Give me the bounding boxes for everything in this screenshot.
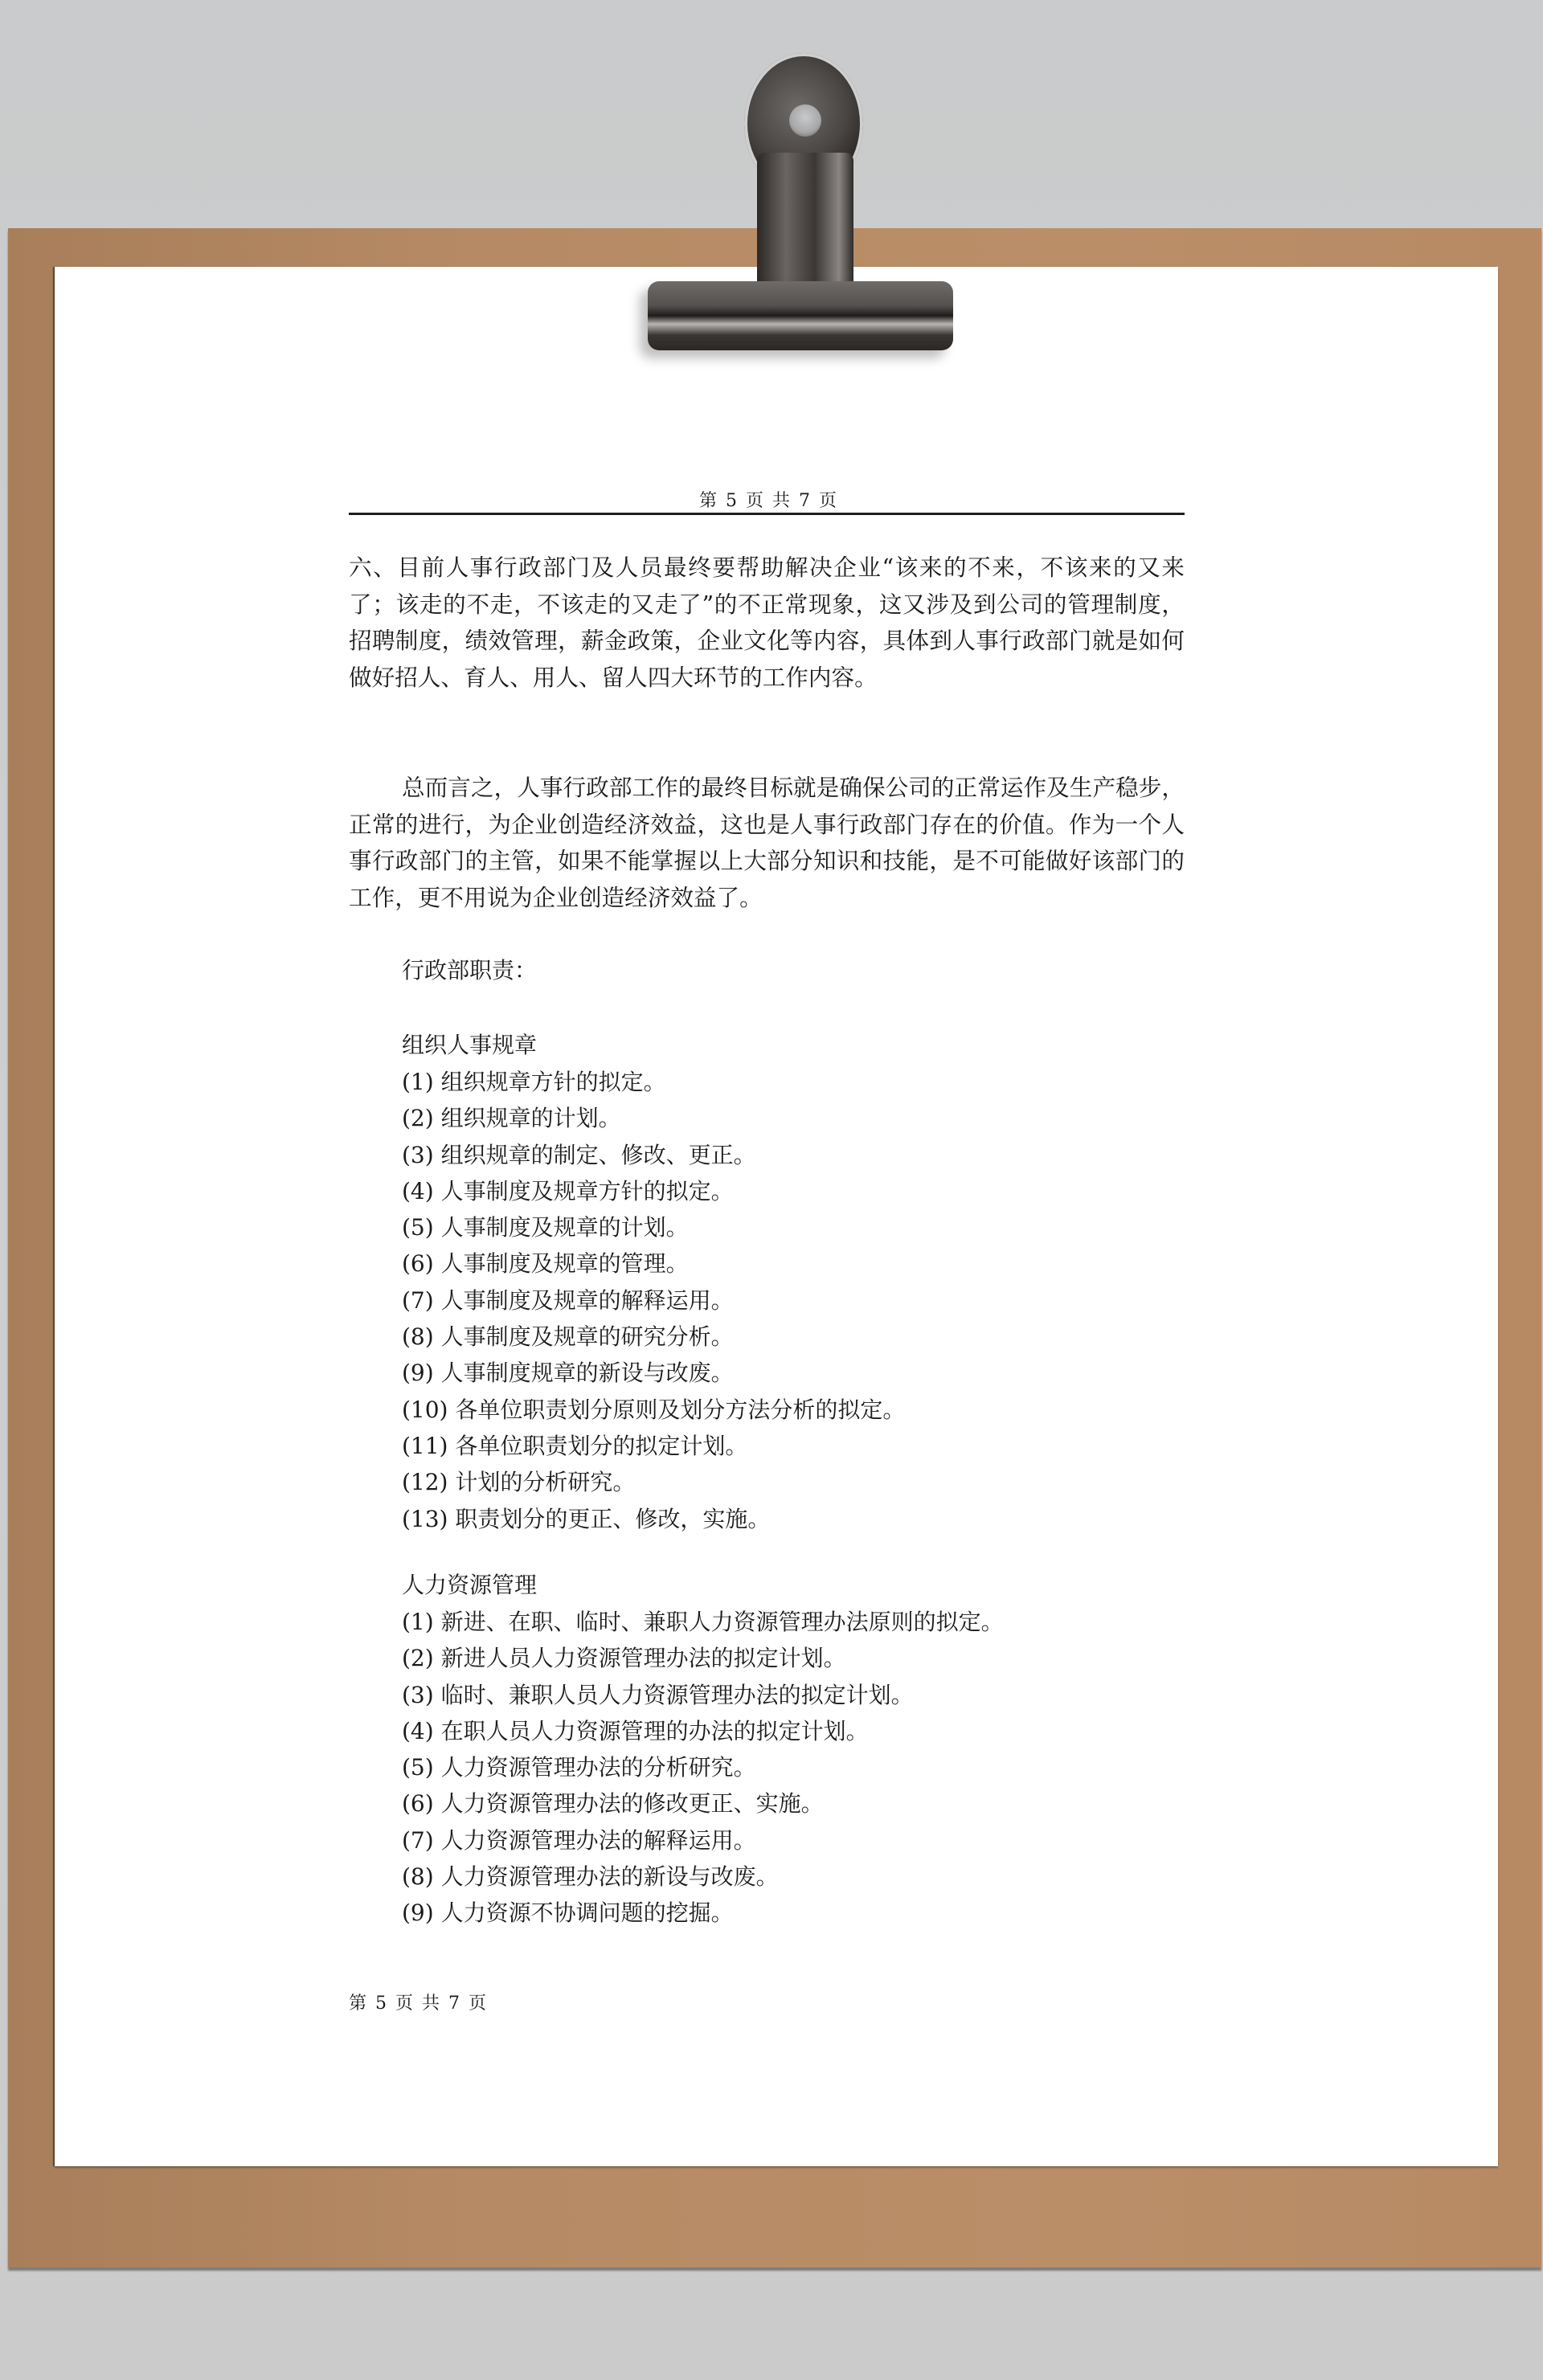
list-item: (10) 各单位职责划分原则及划分方法分析的拟定。 — [402, 1396, 906, 1423]
section-title-org-rules: 组织人事规章 — [402, 1032, 538, 1058]
list-item: (9) 人力资源不协调问题的挖掘。 — [402, 1900, 734, 1927]
list-item: (12) 计划的分析研究。 — [402, 1469, 636, 1496]
list-item: (2) 新进人员人力资源管理办法的拟定计划。 — [402, 1645, 846, 1672]
list-item: (3) 组织规章的制定、修改、更正。 — [402, 1141, 756, 1168]
list-item: (13) 职责划分的更正、修改，实施。 — [402, 1505, 771, 1532]
list-item: (4) 在职人员人力资源管理的办法的拟定计划。 — [402, 1717, 869, 1744]
paragraph-summary: 总而言之，人事行政部工作的最终目标就是确保公司的正常运作及生产稳步，正常的进行，为企业创造经济效益，这也是人事行政部门存在的价值。作为一个人事行政部门的主管，如果不能掌握以上大部分知识和技能，是不可能做好该部门的工作，更不用说为企业创造经济效益了。 — [349, 774, 1185, 911]
list-item: (1) 组织规章方针的拟定。 — [402, 1069, 666, 1095]
hr-management-list — [402, 1604, 1004, 1932]
paragraph-six: 六、目前人事行政部门及人员最终要帮助解决企业“该来的不来，不该来的又来了；该走的不走，不该走的又走了”的不正常现象，这又涉及到公司的管理制度，招聘制度，绩效管理，薪金政策，企业文化等内容，具体到人事行政部门就是如何做好招人、育人、用人、留人四大环节的工作内容。 — [349, 554, 1185, 691]
page-footer: 第 5 页 共 7 页 — [349, 1994, 488, 2014]
org-rules-list — [402, 1064, 905, 1537]
duties-heading: 行政部职责： — [402, 957, 538, 983]
list-item: (3) 临时、兼职人员人力资源管理办法的拟定计划。 — [402, 1681, 914, 1708]
clip-jaw — [648, 281, 953, 350]
list-item: (11) 各单位职责划分的拟定计划。 — [402, 1432, 748, 1459]
list-item: (8) 人事制度及规章的研究分析。 — [402, 1323, 734, 1351]
list-item: (7) 人事制度及规章的解释运用。 — [402, 1286, 734, 1314]
list-item: (6) 人力资源管理办法的修改更正、实施。 — [402, 1790, 824, 1818]
list-item: (8) 人力资源管理办法的新设与改废。 — [402, 1863, 779, 1891]
clip-hole — [789, 104, 821, 137]
list-item: (5) 人力资源管理办法的分析研究。 — [402, 1754, 756, 1781]
list-item: (6) 人事制度及规章的管理。 — [402, 1250, 689, 1278]
page-header: 第 5 页 共 7 页 — [699, 491, 838, 511]
list-item: (7) 人力资源管理办法的解释运用。 — [402, 1826, 756, 1854]
list-item: (9) 人事制度规章的新设与改废。 — [402, 1360, 734, 1387]
section-title-hr-management: 人力资源管理 — [402, 1572, 538, 1598]
list-item: (1) 新进、在职、临时、兼职人力资源管理办法原则的拟定。 — [402, 1609, 1004, 1635]
list-item: (5) 人事制度及规章的计划。 — [402, 1214, 689, 1241]
list-item: (2) 组织规章的计划。 — [402, 1105, 621, 1132]
binder-clip-icon — [579, 48, 948, 354]
clip-neck — [757, 153, 853, 297]
header-divider — [349, 513, 1185, 515]
list-item: (4) 人事制度及规章方针的拟定。 — [402, 1177, 734, 1204]
